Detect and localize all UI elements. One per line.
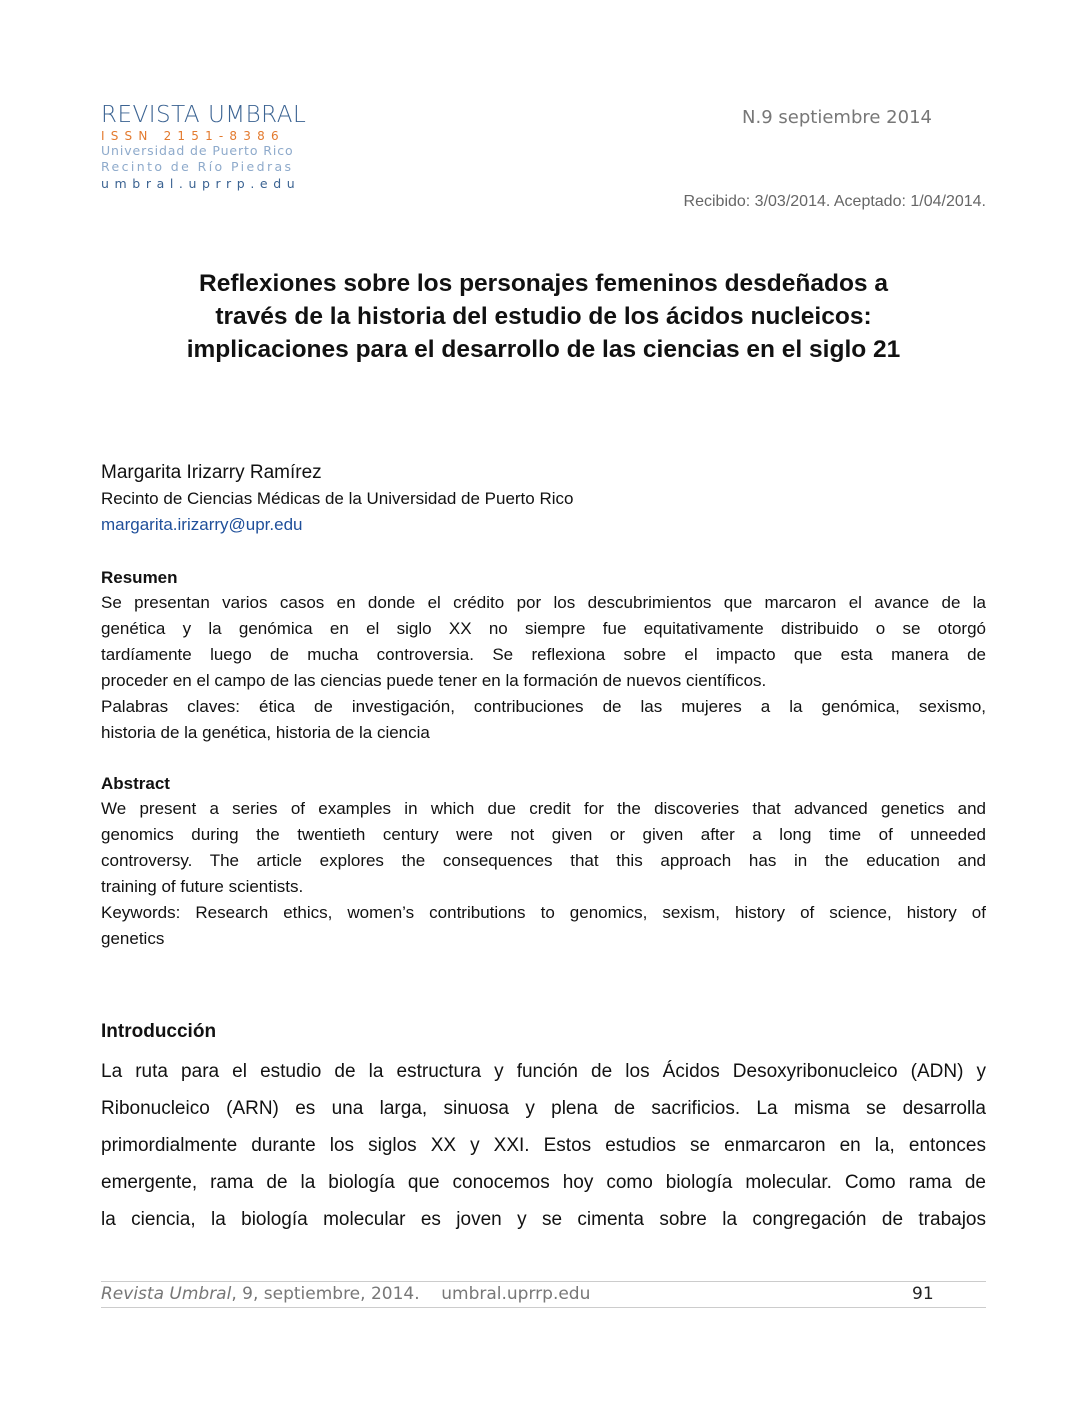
text-line: training of future scientists. [101, 877, 304, 896]
logo-issn: ISSN 2151-8386 [101, 129, 285, 143]
text-line: la ciencia, la biología molecular es joven y se cimenta sobre la congregación de trabajos [101, 1209, 986, 1230]
text-line: emergente, rama de la biología que conocemos hoy como biología molecular. Como rama de [101, 1172, 986, 1193]
text-line: genética y la genómica en el siglo XX no siempre fue equitativamente distribuido o se otorgó [101, 619, 986, 638]
text-line: Se presentan varios casos en donde el crédito por los descubrimientos que marcaron el avance de la [101, 593, 986, 612]
footer-issue: , 9, septiembre, 2014. [231, 1284, 420, 1304]
author-name: Margarita Irizarry Ramírez [101, 462, 322, 483]
text-line: proceder en el campo de las ciencias puede tener en la formación de nuevos científicos. [101, 671, 767, 690]
article-title [101, 267, 986, 366]
resumen-heading: Resumen [101, 568, 178, 587]
author-affiliation: Recinto de Ciencias Médicas de la Universidad de Puerto Rico [101, 489, 574, 508]
text-line: Ribonucleico (ARN) es una larga, sinuosa y plena de sacrificios. La misma se desarrolla [101, 1098, 986, 1119]
logo-url: umbral.uprrp.edu [101, 176, 301, 191]
text-line: genomics during the twentieth century were not given or given after a long time of unneeded [101, 825, 986, 844]
footer-citation [101, 1284, 590, 1304]
text-line: primordialmente durante los siglos XX y XXI. Estos estudios se enmarcaron en la, entonces [101, 1135, 986, 1156]
logo-university: Universidad de Puerto Rico [101, 143, 294, 158]
text-line: La ruta para el estudio de la estructura y función de los Ácidos Desoxyribonucleico (ADN) y [101, 1061, 986, 1082]
text-line: controversy. The article explores the consequences that this approach has in the education and [101, 851, 986, 870]
resumen-text [101, 590, 986, 746]
footer-journal: Revista Umbral [101, 1284, 232, 1304]
page-number: 91 [912, 1284, 934, 1304]
logo-title: REVISTA UMBRAL [101, 102, 307, 128]
issue-label: N.9 septiembre 2014 [742, 107, 932, 128]
logo-campus: Recinto de Río Piedras [101, 159, 294, 174]
introduccion-heading: Introducción [101, 1021, 217, 1042]
abstract-heading: Abstract [101, 774, 170, 793]
author-email-link[interactable]: margarita.irizarry@upr.edu [101, 515, 303, 534]
text-line: We present a series of examples in which due credit for the discoveries that advanced genetics and [101, 799, 986, 818]
footer-bottom-rule [101, 1307, 986, 1308]
text-line: genetics [101, 929, 165, 948]
footer-top-rule [101, 1281, 986, 1282]
text-line: tardíamente luego de mucha controversia. Se reflexiona sobre el impacto que esta manera de [101, 645, 986, 664]
received-accepted-dates: Recibido: 3/03/2014. Aceptado: 1/04/2014. [683, 193, 986, 210]
title-line: Reflexiones sobre los personajes femeninos desdeñados a [199, 270, 888, 297]
footer-url: umbral.uprrp.edu [441, 1284, 591, 1304]
introduccion-text [101, 1053, 986, 1238]
text-line: Keywords: Research ethics, women’s contributions to genomics, sexism, history of science, history of [101, 903, 986, 922]
title-line: través de la historia del estudio de los ácidos nucleicos: [215, 303, 872, 330]
text-line: historia de la genética, historia de la ciencia [101, 723, 430, 742]
abstract-text [101, 796, 986, 952]
title-line: implicaciones para el desarrollo de las ciencias en el siglo 21 [186, 336, 901, 363]
text-line: Palabras claves: ética de investigación, contribuciones de las mujeres a la genómica, sexismo, [101, 697, 986, 716]
